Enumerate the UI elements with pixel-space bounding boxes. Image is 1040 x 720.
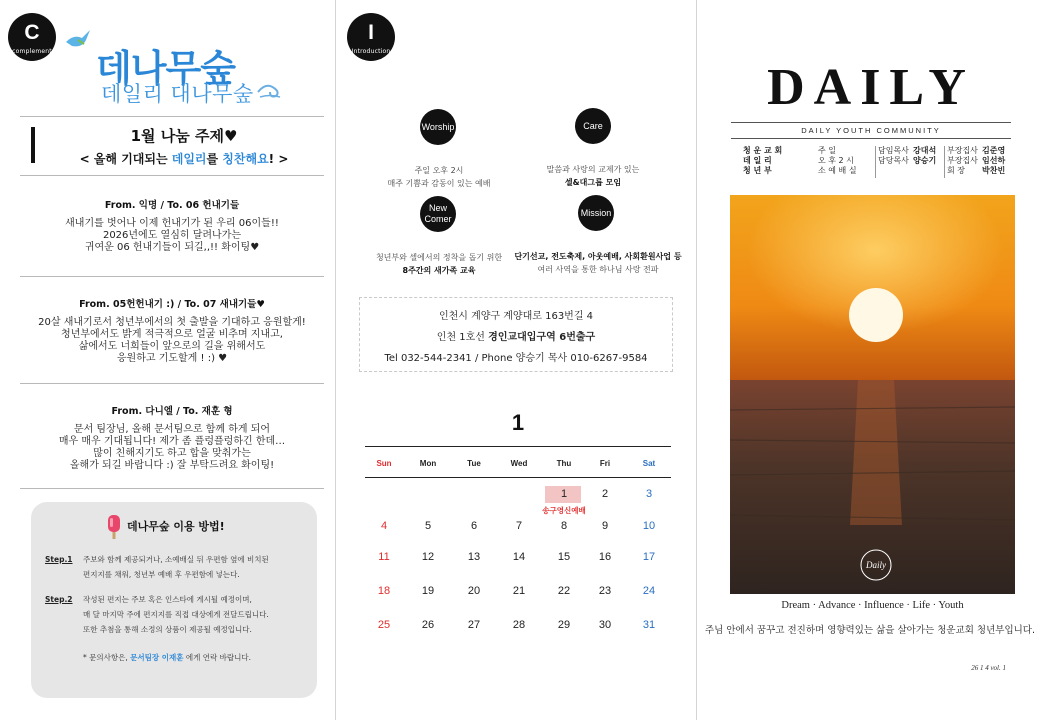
badge-caption: Introduction (351, 48, 391, 55)
calendar-day: 8 (560, 520, 568, 532)
info-separator (875, 146, 876, 178)
calendar-day: 11 (378, 551, 390, 563)
calendar-day: 12 (421, 551, 435, 563)
calendar-weekday-header: Fri (599, 459, 611, 468)
step-label: Step.2 (45, 595, 73, 604)
theme-accent-bar (31, 127, 35, 163)
calendar-weekday-header: Sun (376, 459, 392, 468)
address-contact: Tel 032-544-2341 / Phone 양승기 목사 010-6267-9584 (384, 353, 648, 364)
calendar-day: 20 (467, 585, 481, 597)
howto-box (31, 502, 317, 698)
step-text: 주보와 함께 제공되거나, 소예배실 뒤 우편함 옆에 비치된 편지지를 채워, 청년부 예배 후 우편함에 넣는다. (83, 555, 269, 579)
calendar-day: 28 (512, 619, 526, 631)
badge-letter: C (24, 21, 40, 44)
divider (20, 488, 324, 489)
calendar-day: 4 (380, 520, 388, 532)
panel-divider (696, 0, 697, 720)
calendar-day: 7 (515, 520, 523, 532)
ice-pop-icon (107, 514, 121, 540)
feature-caption: 청년부와 셀에서의 정착을 돕기 위한 8주간의 새가족 교육 (375, 253, 503, 275)
message-body: 문서 팀장님, 올해 문서팀으로 함께 하게 되어 매우 매우 기대됩니다! 제가 좀 플렁플렁하긴 한데… 많이 친해지기도 하고 합을 맞춰가는 올해가 되길 바랍니다 :) 잘 부탁드려요 화이팅! (58, 424, 286, 471)
calendar-day: 26 (421, 619, 435, 631)
divider (20, 175, 324, 176)
wind-swirl-icon (256, 78, 284, 100)
calendar-weekday-header: Tue (467, 459, 481, 468)
divider (20, 276, 324, 277)
calendar-day: 3 (645, 488, 653, 500)
calendar-day: 22 (557, 585, 571, 597)
address-line: 인천시 계양구 계양대로 163번길 4 (438, 311, 594, 322)
dove-icon (64, 28, 94, 50)
calendar-weekday-header: Thu (556, 459, 572, 468)
message-body: 새내기를 벗어나 이제 헌내기가 된 우리 06이들!! 2026년에도 열심히 달려나가는 귀여운 06 헌내기들이 되길,,!! 화이팅♥ (65, 218, 279, 253)
calendar-day: 19 (421, 585, 435, 597)
calendar-rule (365, 477, 671, 478)
church-name: 청 운 교 회 데 일 리 청 년 부 (743, 146, 783, 175)
pastor-roles: 담임목사 담당목사 (878, 146, 909, 165)
panel-divider (335, 0, 336, 720)
motto: Dream · Advance · Influence · Life · Youth (781, 600, 964, 611)
calendar-day: 30 (598, 619, 612, 631)
calendar-day: 21 (512, 585, 526, 597)
calendar-weekday-header: Mon (419, 459, 437, 468)
howto-contact: * 문의사항은, 문서팀장 이재훈 에게 연락 바랍니다. (83, 653, 251, 662)
step-text: 작성된 편지는 주보 혹은 인스타에 게시될 예정이며, 매 달 마지막 주에 편지지를 직접 대상에게 전달드립니다. 또한 추첨을 통해 소정의 상품이 제공될 예정입니다. (83, 595, 269, 634)
calendar-day: 31 (642, 619, 656, 631)
divider (20, 116, 324, 117)
feature-mission-icon: Mission (578, 195, 614, 231)
calendar-day: 16 (598, 551, 612, 563)
calendar-day: 1 (560, 488, 568, 500)
theme-title: 1월 나눔 주제♥ (130, 127, 238, 145)
feature-caption: 단기선교, 전도축제, 아웃예배, 사회환원사업 등 여러 사역을 통한 하나님 사랑 전파 (514, 252, 682, 274)
calendar-day: 2 (601, 488, 609, 500)
message-body: 20살 새내기로서 청년부에서의 첫 출발을 기대하고 응원할게! 청년부에서도 밝게 적극적으로 얼굴 비추며 지내고, 삶에서도 너희들이 앞으로의 길을 위해서도 응원하고 기도할게 ! :) ♥ (38, 317, 306, 364)
sunset-photo (730, 195, 1015, 594)
calendar-day: 25 (377, 619, 391, 631)
calendar-day: 9 (601, 520, 609, 532)
theme-subtitle: < 올해 기대되는 데일리를 칭찬해요! > (79, 152, 289, 166)
brand-title: 데나무숲 (96, 47, 235, 90)
calendar-day: 13 (467, 551, 481, 563)
info-separator (944, 146, 945, 178)
message-from: From. 05헌헌내기 :) / To. 07 새내기들♥ (79, 299, 265, 310)
badge-letter: I (368, 21, 374, 44)
calendar-day: 29 (557, 619, 571, 631)
step-label: Step.1 (45, 555, 73, 564)
feature-new-comer-icon: New Comer (420, 196, 456, 232)
feature-care-icon: Care (575, 108, 611, 144)
community-label: DAILY YOUTH COMMUNITY (801, 126, 941, 135)
title-rule (731, 122, 1011, 123)
church-address-box (359, 297, 673, 372)
calendar-rule (365, 446, 671, 447)
howto-step (45, 552, 309, 582)
feature-caption: 주일 오후 2시 매주 기쁨과 감동이 있는 예배 (387, 166, 491, 188)
howto-title: 데나무숲 이용 방법! (127, 520, 225, 533)
pastor-names: 강대석 양승기 (913, 146, 937, 165)
message-card (20, 296, 324, 365)
calendar-day: 18 (377, 585, 391, 597)
mission-statement: 주님 안에서 꿈꾸고 전진하며 영향력있는 삶을 살아가는 청운교회 청년부입니다. (704, 625, 1036, 636)
newsletter-title: DAILY (767, 59, 975, 116)
feature-worship-icon: Worship (420, 109, 456, 145)
calendar-day: 5 (424, 520, 432, 532)
leader-names: 김준영 임선하 박찬빈 (982, 146, 1006, 175)
calendar-event-label: 송구영신예배 (542, 506, 586, 515)
calendar-day: 6 (470, 520, 478, 532)
calendar-weekday-header: Wed (510, 459, 528, 468)
howto-step (45, 592, 309, 637)
calendar-weekday-header: Sat (642, 459, 656, 468)
section-badge-complement (8, 13, 56, 61)
title-rule (731, 138, 1011, 139)
calendar-day: 23 (598, 585, 612, 597)
section-badge-introduction (347, 13, 395, 61)
calendar-day: 17 (642, 551, 656, 563)
calendar-day: 24 (642, 585, 656, 597)
message-card (20, 197, 324, 254)
address-station: 인천 1호선 경인교대입구역 6번출구 (436, 332, 596, 343)
message-from: From. 익명 / To. 06 헌내기들 (104, 200, 240, 211)
calendar-day: 27 (467, 619, 481, 631)
sunset-image (730, 195, 1015, 594)
badge-caption: complement (12, 48, 52, 55)
brand-subtitle: 데일리 대나무숲 (101, 82, 254, 106)
calendar-day: 14 (512, 551, 526, 563)
message-from: From. 다니엘 / To. 재훈 형 (111, 406, 233, 417)
divider (20, 383, 324, 384)
service-time: 주 일 오 후 2 시 소 예 배 실 (818, 146, 857, 175)
issue-volume: 26 1 4 vol. 1 (971, 664, 1006, 672)
feature-caption: 말씀과 사랑의 교제가 있는 셀&대그룹 모임 (546, 165, 640, 187)
calendar-day: 15 (557, 551, 571, 563)
calendar-day: 10 (642, 520, 656, 532)
message-card (20, 403, 324, 472)
leader-roles: 부장집사 부장집사 회 장 (947, 146, 978, 175)
daily-watermark: Daily (866, 560, 886, 570)
calendar-month: 1 (511, 410, 525, 435)
